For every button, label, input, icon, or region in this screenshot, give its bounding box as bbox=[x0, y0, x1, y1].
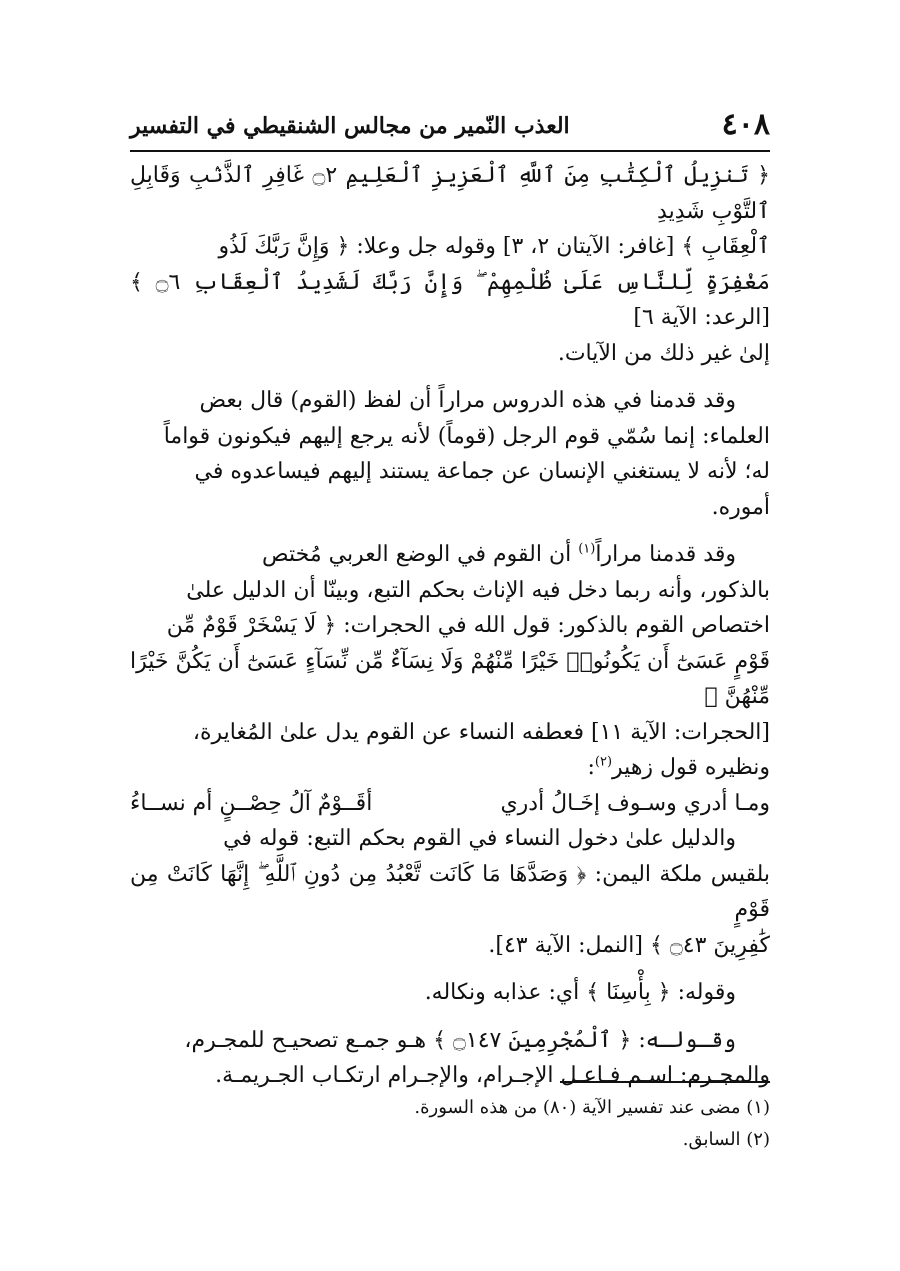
running-title: العذب النّمير من مجالس الشنقيطي في التفسير bbox=[130, 113, 570, 139]
text-line: ﴿ تَنزِيلُ ٱلْكِتَٰبِ مِنَ ٱللَّهِ ٱلْعَزِيزِ ٱلْعَلِيمِ ۝٢ غَافِرِ ٱلذَّنۢبِ وَقَابِلِ ٱلتَّوْبِ شَدِيدِ bbox=[130, 163, 771, 224]
paragraph-qawm-meaning bbox=[130, 383, 770, 525]
text-segment: ونظيره قول زهير bbox=[612, 755, 770, 780]
text-line: مَغْفِرَةٍ لِّلنَّاسِ عَلَىٰ ظُلْمِهِمْ ۖ وَإِنَّ رَبَّكَ لَشَدِيدُ ٱلْعِقَابِ ۝٦ ﴾ [الرعد: الآية ٦] bbox=[130, 269, 770, 330]
footnote-divider bbox=[560, 1081, 770, 1083]
text-line: إلىٰ غير ذلك من الآيات. bbox=[557, 340, 770, 366]
footnote: (١) مضى عند تفسير الآية (٨٠) من هذه السورة. bbox=[414, 1097, 770, 1118]
text-line bbox=[130, 537, 770, 573]
text-line: وقوله: ﴿ بِأْسِنَا ﴾ أي: عذابه ونكاله. bbox=[424, 980, 736, 1005]
page-header bbox=[130, 100, 770, 152]
main-text bbox=[130, 158, 770, 1094]
footnote-ref: (١) bbox=[578, 541, 596, 557]
footnote: (٢) السابق. bbox=[682, 1129, 770, 1150]
paragraph-qawm-males bbox=[130, 537, 770, 786]
text-line: وقد قدمنا في هذه الدروس مراراً أن لفظ (القوم) قال بعض bbox=[199, 388, 736, 413]
verse-hemistich-second: أقَــوْمٌ آلُ حِصْــنٍ أم نســاءُ bbox=[130, 790, 373, 816]
text-line: والمجـرم: اسـم فـاعـل الإجـرام، والإجـرام ارتكـاب الجـريمـة. bbox=[215, 1063, 770, 1088]
poetry-verse bbox=[130, 786, 770, 822]
page-number: ٤٠٨ bbox=[721, 107, 770, 142]
text-line: العلماء: إنما سُمّي قوم الرجل (قوماً) لأنه يرجع إليهم فيكونون قواماً bbox=[163, 423, 770, 449]
paragraph-quran-verses bbox=[130, 158, 770, 371]
footnote-ref: (٢) bbox=[594, 754, 613, 770]
text-segment: وقد قدمنا مراراً bbox=[595, 542, 736, 567]
text-line: ٱلْعِقَابِ ﴾ [غافر: الآيتان ٢، ٣] وقوله جل وعلا: ﴿ وَإِنَّ رَبَّكَ لَذُو bbox=[218, 234, 770, 259]
text-segment: أن القوم في الوضع العربي مُختص bbox=[262, 542, 579, 567]
text-line: بلقيس ملكة اليمن: ﴿ وَصَدَّهَا مَا كَانَت تَّعْبُدُ مِن دُونِ ٱللَّهِ ۖ إِنَّهَا كَانَتْ مِن قَوْمٍ bbox=[130, 861, 770, 922]
paragraph-basuna bbox=[130, 975, 770, 1011]
text-line: اختصاص القوم بالذكور: قول الله في الحجرات: ﴿ لَا يَسْخَرْ قَوْمٌ مِّن bbox=[166, 613, 770, 638]
footnotes bbox=[130, 1092, 770, 1156]
text-line bbox=[130, 750, 770, 786]
text-line: بالذكور، وأنه ربما دخل فيه الإناث بحكم التبع، وبينّا أن الدليل علىٰ bbox=[186, 577, 770, 603]
verse-hemistich-first: ومـا أدري وسـوف إخَـالُ أدري bbox=[500, 790, 770, 816]
text-line: [الحجرات: الآية ١١] فعطفه النساء عن القوم يدل علىٰ المُغايرة، bbox=[192, 719, 770, 745]
paragraph-women-in-qawm bbox=[130, 821, 770, 963]
text-line: أموره. bbox=[711, 494, 770, 520]
text-line: قَوْمٍ عَسَىٰٓ أَن يَكُونُوا۟ خَيْرًا مِّنْهُمْ وَلَا نِسَآءٌ مِّن نِّسَآءٍ عَسَىٰٓ أَن يَكُنَّ خَيْرًا مِّنْهُنَّ ﴾ bbox=[130, 648, 770, 709]
text-segment: : bbox=[587, 755, 595, 780]
text-line: كَٰفِرِينَ ۝٤٣ ﴾ [النمل: الآية ٤٣]. bbox=[488, 932, 770, 958]
text-line: والدليل علىٰ دخول النساء في القوم بحكم التبع: قوله في bbox=[223, 826, 736, 851]
text-line: وقـولـه: ﴿ ٱلْمُجْرِمِينَ ۝١٤٧ ﴾ هـو جمـع تصحيـح للمجـرم، bbox=[184, 1027, 736, 1053]
text-line: له؛ لأنه لا يستغني الإنسان عن جماعة يستند إليهم فيساعدوه في bbox=[194, 459, 770, 484]
